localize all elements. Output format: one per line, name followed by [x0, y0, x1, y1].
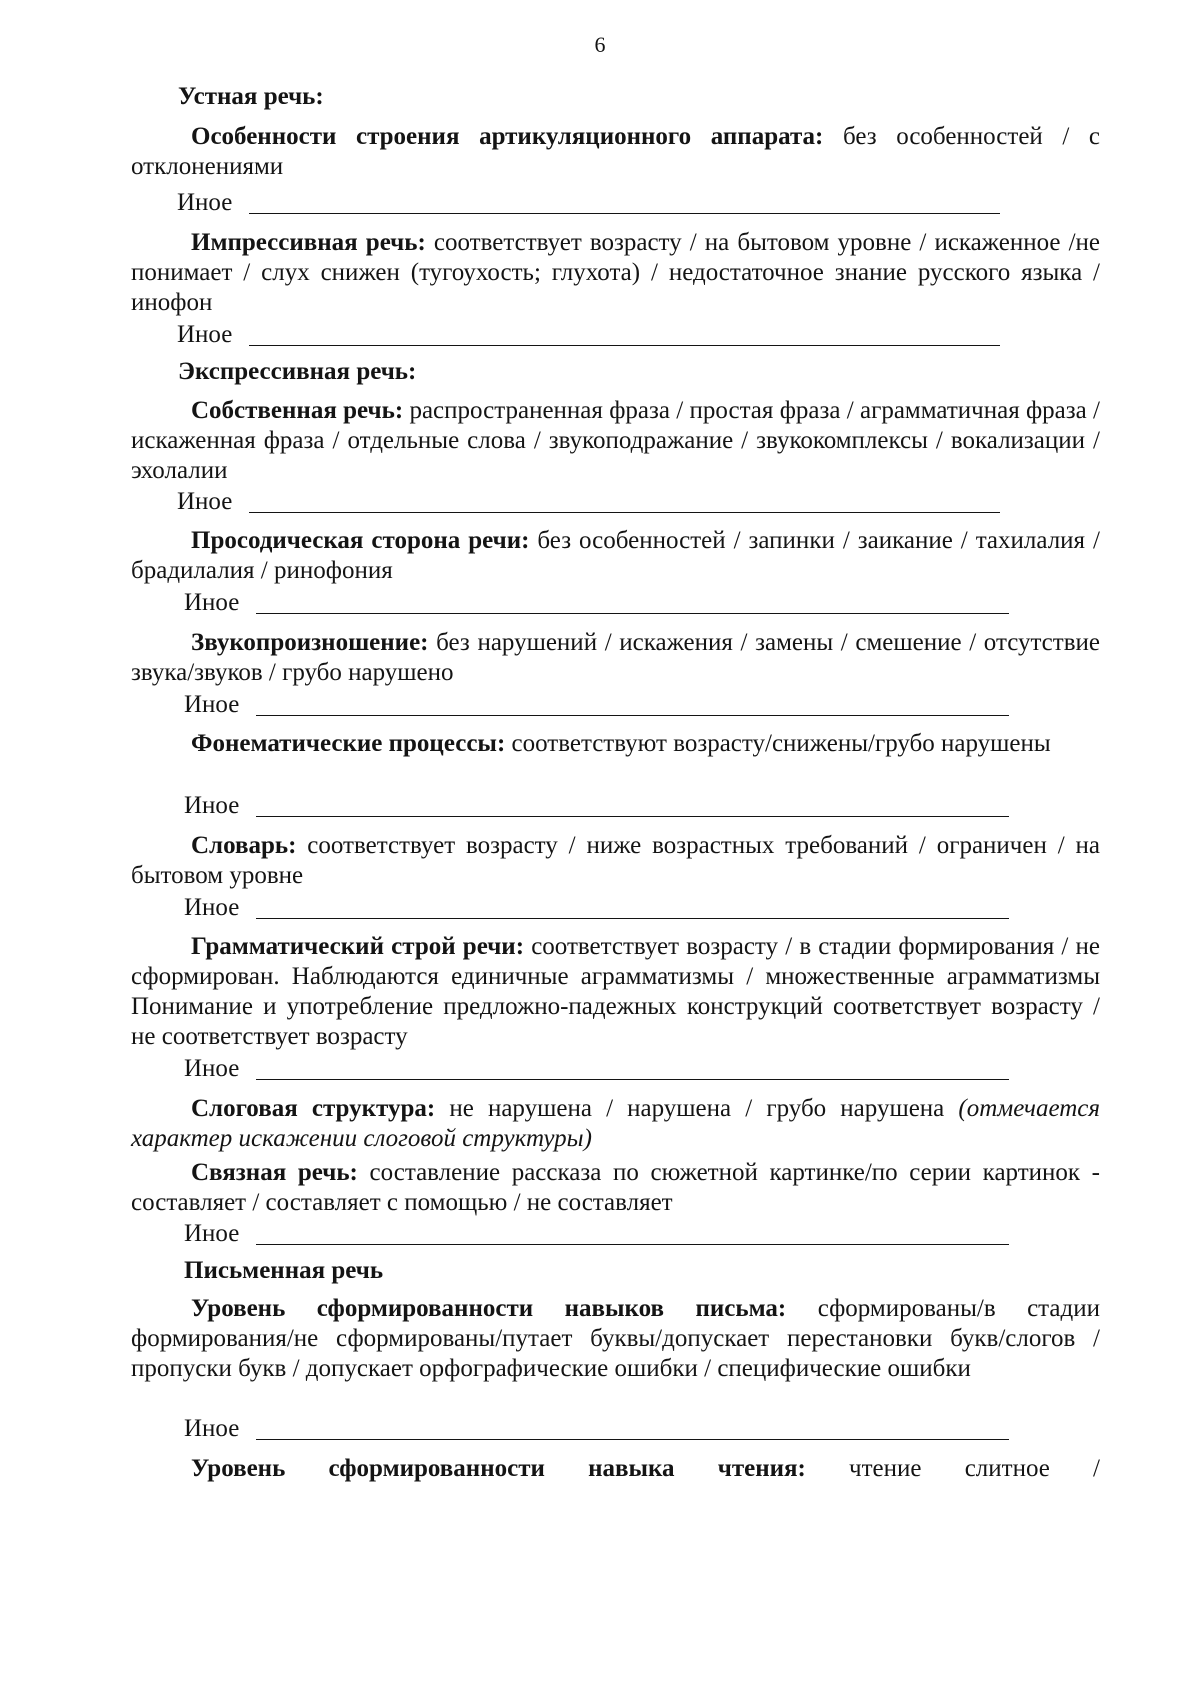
own-speech-paragraph	[131, 396, 1100, 486]
coherent-speech-text: составление рассказа по сюжетной картинке/по серии картинок - составляет / составляет с помощью / не составляет	[131, 1159, 1100, 1216]
prosodic-text: без особенностей / запинки / заикание / тахилалия / брадилалия / ринофония	[131, 527, 1100, 584]
other-label: Иное	[177, 189, 233, 216]
reading-paragraph	[131, 1454, 1100, 1484]
other-label: Иное	[184, 894, 240, 921]
prosodic-label: Просодическая сторона речи:	[191, 527, 530, 554]
other-field-pronunciation[interactable]	[184, 690, 1009, 720]
page-number: 6	[594, 32, 606, 57]
other-input-line[interactable]	[249, 512, 1000, 513]
pronunciation-label: Звукопроизношение:	[191, 629, 429, 656]
writing-paragraph	[131, 1294, 1100, 1384]
vocabulary-text: соответствует возрасту / ниже возрастных требований / ограничен / на бытовом уровне	[131, 832, 1100, 889]
grammar-label: Грамматический строй речи:	[191, 933, 525, 960]
impressive-speech-paragraph	[131, 228, 1100, 318]
impressive-speech-label: Импрессивная речь:	[191, 229, 426, 256]
other-input-line[interactable]	[256, 816, 1009, 817]
other-input-line[interactable]	[256, 613, 1009, 614]
phonematic-text: соответствуют возрасту/снижены/грубо нарушены	[505, 730, 1051, 757]
other-field-grammar[interactable]	[184, 1054, 1009, 1084]
syllable-note: (отмечается характер искажении слоговой структуры)	[131, 1095, 1100, 1152]
grammar-paragraph	[131, 932, 1100, 1052]
articulation-text: без особенностей / с отклонениями	[131, 123, 1100, 180]
vocabulary-paragraph	[131, 831, 1100, 891]
articulation-paragraph	[131, 122, 1100, 182]
pronunciation-paragraph	[131, 628, 1100, 688]
other-field-vocabulary[interactable]	[184, 893, 1009, 923]
oral-speech-heading: Устная речь:	[178, 83, 324, 110]
writing-text: сформированы/в стадии формирования/не сформированы/путает буквы/допускает перестановки букв/слогов / пропуски букв / допускает орфографические ошибки / специфические ошибки	[131, 1295, 1100, 1382]
other-field-own-speech[interactable]	[177, 487, 1000, 517]
pronunciation-text: без нарушений / искажения / замены / смешение / отсутствие звука/звуков / грубо нарушено	[131, 629, 1100, 686]
reading-text: чтение слитное /	[805, 1455, 1100, 1482]
other-label: Иное	[184, 1220, 240, 1247]
other-label: Иное	[184, 792, 240, 819]
expressive-speech-heading: Экспрессивная речь:	[178, 358, 417, 385]
impressive-speech-text: соответствует возрасту / на бытовом уровне / искаженное /не понимает / слух снижен (тугоухость; глухота) / недостаточное знание русского языка / инофон	[131, 229, 1100, 316]
other-input-line[interactable]	[249, 213, 1000, 214]
phonematic-label: Фонематические процессы:	[191, 730, 506, 757]
written-speech-heading: Письменная речь	[184, 1257, 384, 1284]
phonematic-paragraph	[131, 729, 1100, 759]
other-input-line[interactable]	[249, 345, 1000, 346]
other-label: Иное	[177, 488, 233, 515]
other-label: Иное	[184, 1055, 240, 1082]
other-field-writing[interactable]	[184, 1414, 1009, 1444]
other-input-line[interactable]	[256, 715, 1009, 716]
other-field-coherent[interactable]	[184, 1219, 1009, 1249]
other-label: Иное	[184, 691, 240, 718]
other-label: Иное	[184, 589, 240, 616]
other-field-impressive[interactable]	[177, 320, 1000, 350]
grammar-text: соответствует возрасту / в стадии формирования / не сформирован. Наблюдаются единичные аграмматизмы / множественные аграмматизмы Понимание и употребление предложно-падежных конструкций соответствует возрасту / не соответствует возрасту	[131, 933, 1100, 1050]
syllable-text: не нарушена / нарушена / грубо нарушена	[435, 1095, 959, 1122]
own-speech-label: Собственная речь:	[191, 397, 404, 424]
prosodic-paragraph	[131, 526, 1100, 586]
articulation-label: Особенности строения артикуляционного аппарата:	[191, 123, 824, 150]
syllable-label: Слоговая структура:	[191, 1095, 436, 1122]
other-input-line[interactable]	[256, 918, 1009, 919]
other-input-line[interactable]	[256, 1439, 1009, 1440]
other-field-prosodic[interactable]	[184, 588, 1009, 618]
other-field-articulation[interactable]	[177, 188, 1000, 218]
other-input-line[interactable]	[256, 1244, 1009, 1245]
other-input-line[interactable]	[256, 1079, 1009, 1080]
reading-label: Уровень сформированности навыка чтения:	[191, 1455, 806, 1482]
coherent-speech-paragraph	[131, 1158, 1100, 1218]
own-speech-text: распространенная фраза / простая фраза / аграмматичная фраза / искаженная фраза / отдельные слова / звукоподражание / звукокомплексы / вокализации / эхолалии	[131, 397, 1100, 484]
other-field-phonematic[interactable]	[184, 791, 1009, 821]
coherent-speech-label: Связная речь:	[191, 1159, 358, 1186]
syllable-paragraph	[131, 1094, 1100, 1154]
other-label: Иное	[184, 1415, 240, 1442]
other-label: Иное	[177, 321, 233, 348]
vocabulary-label: Словарь:	[191, 832, 297, 859]
writing-label: Уровень сформированности навыков письма:	[191, 1295, 787, 1322]
